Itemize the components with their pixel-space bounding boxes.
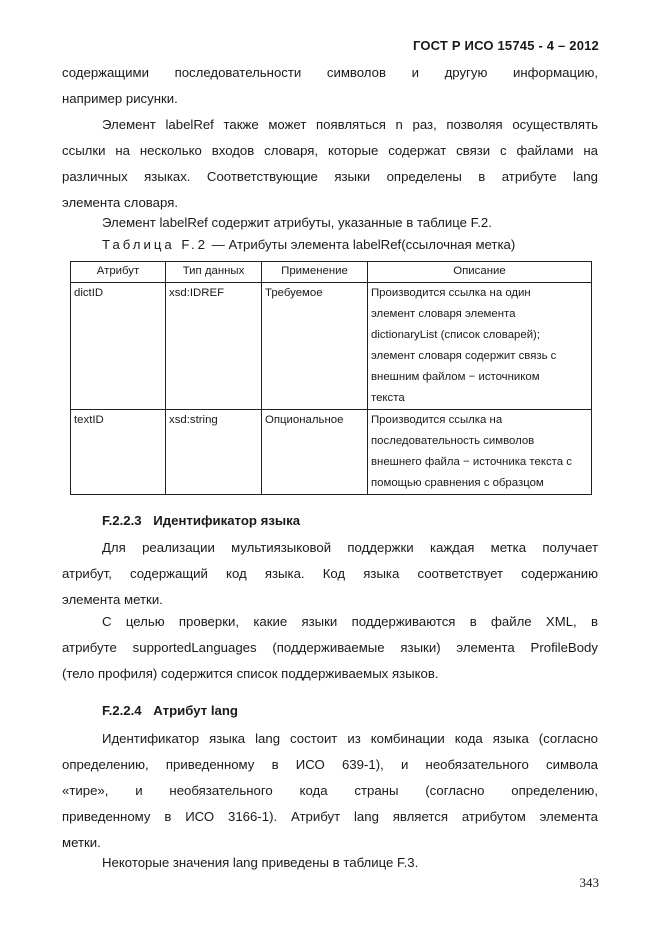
description-line: Производится ссылка на один: [371, 287, 531, 299]
section-number: F.2.2.3: [102, 513, 142, 528]
text-line: (тело профиля) содержится список поддерживаемых языков.: [62, 666, 439, 681]
paragraph-continuation: [62, 60, 598, 112]
paragraph-lang-definition: [62, 726, 598, 856]
attributes-table: [70, 261, 592, 495]
usage-cell: Опциональное: [262, 410, 368, 495]
text-line: например рисунки.: [62, 91, 178, 106]
text-line: определению, приведенному в ИСО 639-1), и необязательного символа: [62, 757, 598, 772]
text-line: метки.: [62, 835, 101, 850]
description-line: dictionaryList (список словарей);: [371, 329, 541, 341]
section-heading-language-id: [102, 513, 300, 528]
text-line: содержащими последовательности символов и другую информацию,: [62, 65, 598, 80]
table-caption-number: Таблица F.2: [102, 237, 208, 252]
table-header-row: [71, 262, 592, 283]
text-line: Идентификатор языка lang состоит из комбинации кода языка (согласно: [102, 731, 598, 746]
paragraph-multilanguage-support: [62, 535, 598, 613]
type-cell: xsd:IDREF: [166, 283, 262, 410]
description-line: внешнего файла − источника текста с: [371, 456, 572, 468]
paragraph-supported-languages: [62, 609, 598, 687]
type-cell: xsd:string: [166, 410, 262, 495]
paragraph-labelref-attributes: [62, 210, 598, 236]
attribute-cell: textID: [71, 410, 166, 495]
text-line: Некоторые значения lang приведены в таблице F.3.: [102, 855, 419, 870]
description-line: текста: [371, 392, 405, 404]
text-line: «тире», и необязательного кода страны (согласно определению,: [62, 783, 598, 798]
description-cell: [368, 410, 592, 495]
text-line: Элемент labelRef также может появляться n раз, позволяя осуществлять: [102, 117, 598, 132]
paragraph-labelref-multiple: [62, 112, 598, 216]
column-header: Атрибут: [71, 262, 166, 283]
column-header: Описание: [368, 262, 592, 283]
text-line: различных языках. Соответствующие языки определены в атрибуте lang: [62, 169, 598, 184]
text-line: ссылки на несколько входов словаря, которые содержат связи с файлами на: [62, 143, 598, 158]
section-title: Идентификатор языка: [153, 513, 301, 528]
description-line: элемент словаря содержит связь с: [371, 350, 557, 362]
description-line: внешним файлом − источником: [371, 371, 540, 383]
description-line: последовательность символов: [371, 435, 535, 447]
usage-cell: Требуемое: [262, 283, 368, 410]
attribute-cell: dictID: [71, 283, 166, 410]
section-heading-lang-attribute: [102, 703, 238, 718]
text-line: элемента метки.: [62, 592, 163, 607]
description-line: Производится ссылка на: [371, 414, 503, 426]
column-header: Тип данных: [166, 262, 262, 283]
description-line: помощью сравнения с образцом: [371, 477, 544, 489]
table-row: [71, 410, 592, 495]
column-header: Применение: [262, 262, 368, 283]
table-row: [71, 283, 592, 410]
text-line: элемента словаря.: [62, 195, 178, 210]
document-header: ГОСТ Р ИСО 15745 - 4 – 2012: [412, 38, 599, 53]
text-line: Для реализации мультиязыковой поддержки каждая метка получает: [102, 540, 598, 555]
table-caption: [102, 237, 515, 252]
page-number: 343: [579, 875, 599, 890]
section-title: Атрибут lang: [153, 703, 238, 718]
table-caption-text: — Атрибуты элемента labelRef(ссылочная метка): [211, 237, 516, 252]
paragraph-lang-values-reference: [62, 850, 598, 876]
text-line: С целью проверки, какие языки поддерживаются в файле XML, в: [102, 614, 598, 629]
description-cell: [368, 283, 592, 410]
text-line: атрибут, содержащий код языка. Код языка соответствует содержанию: [62, 566, 598, 581]
text-line: Элемент labelRef содержит атрибуты, указанные в таблице F.2.: [102, 215, 492, 230]
description-line: элемент словаря элемента: [371, 308, 516, 320]
text-line: приведенному в ИСО 3166-1). Атрибут lang является атрибутом элемента: [62, 809, 598, 824]
section-number: F.2.2.4: [102, 703, 142, 718]
text-line: атрибуте supportedLanguages (поддерживаемые языки) элемента ProfileBody: [62, 640, 598, 655]
